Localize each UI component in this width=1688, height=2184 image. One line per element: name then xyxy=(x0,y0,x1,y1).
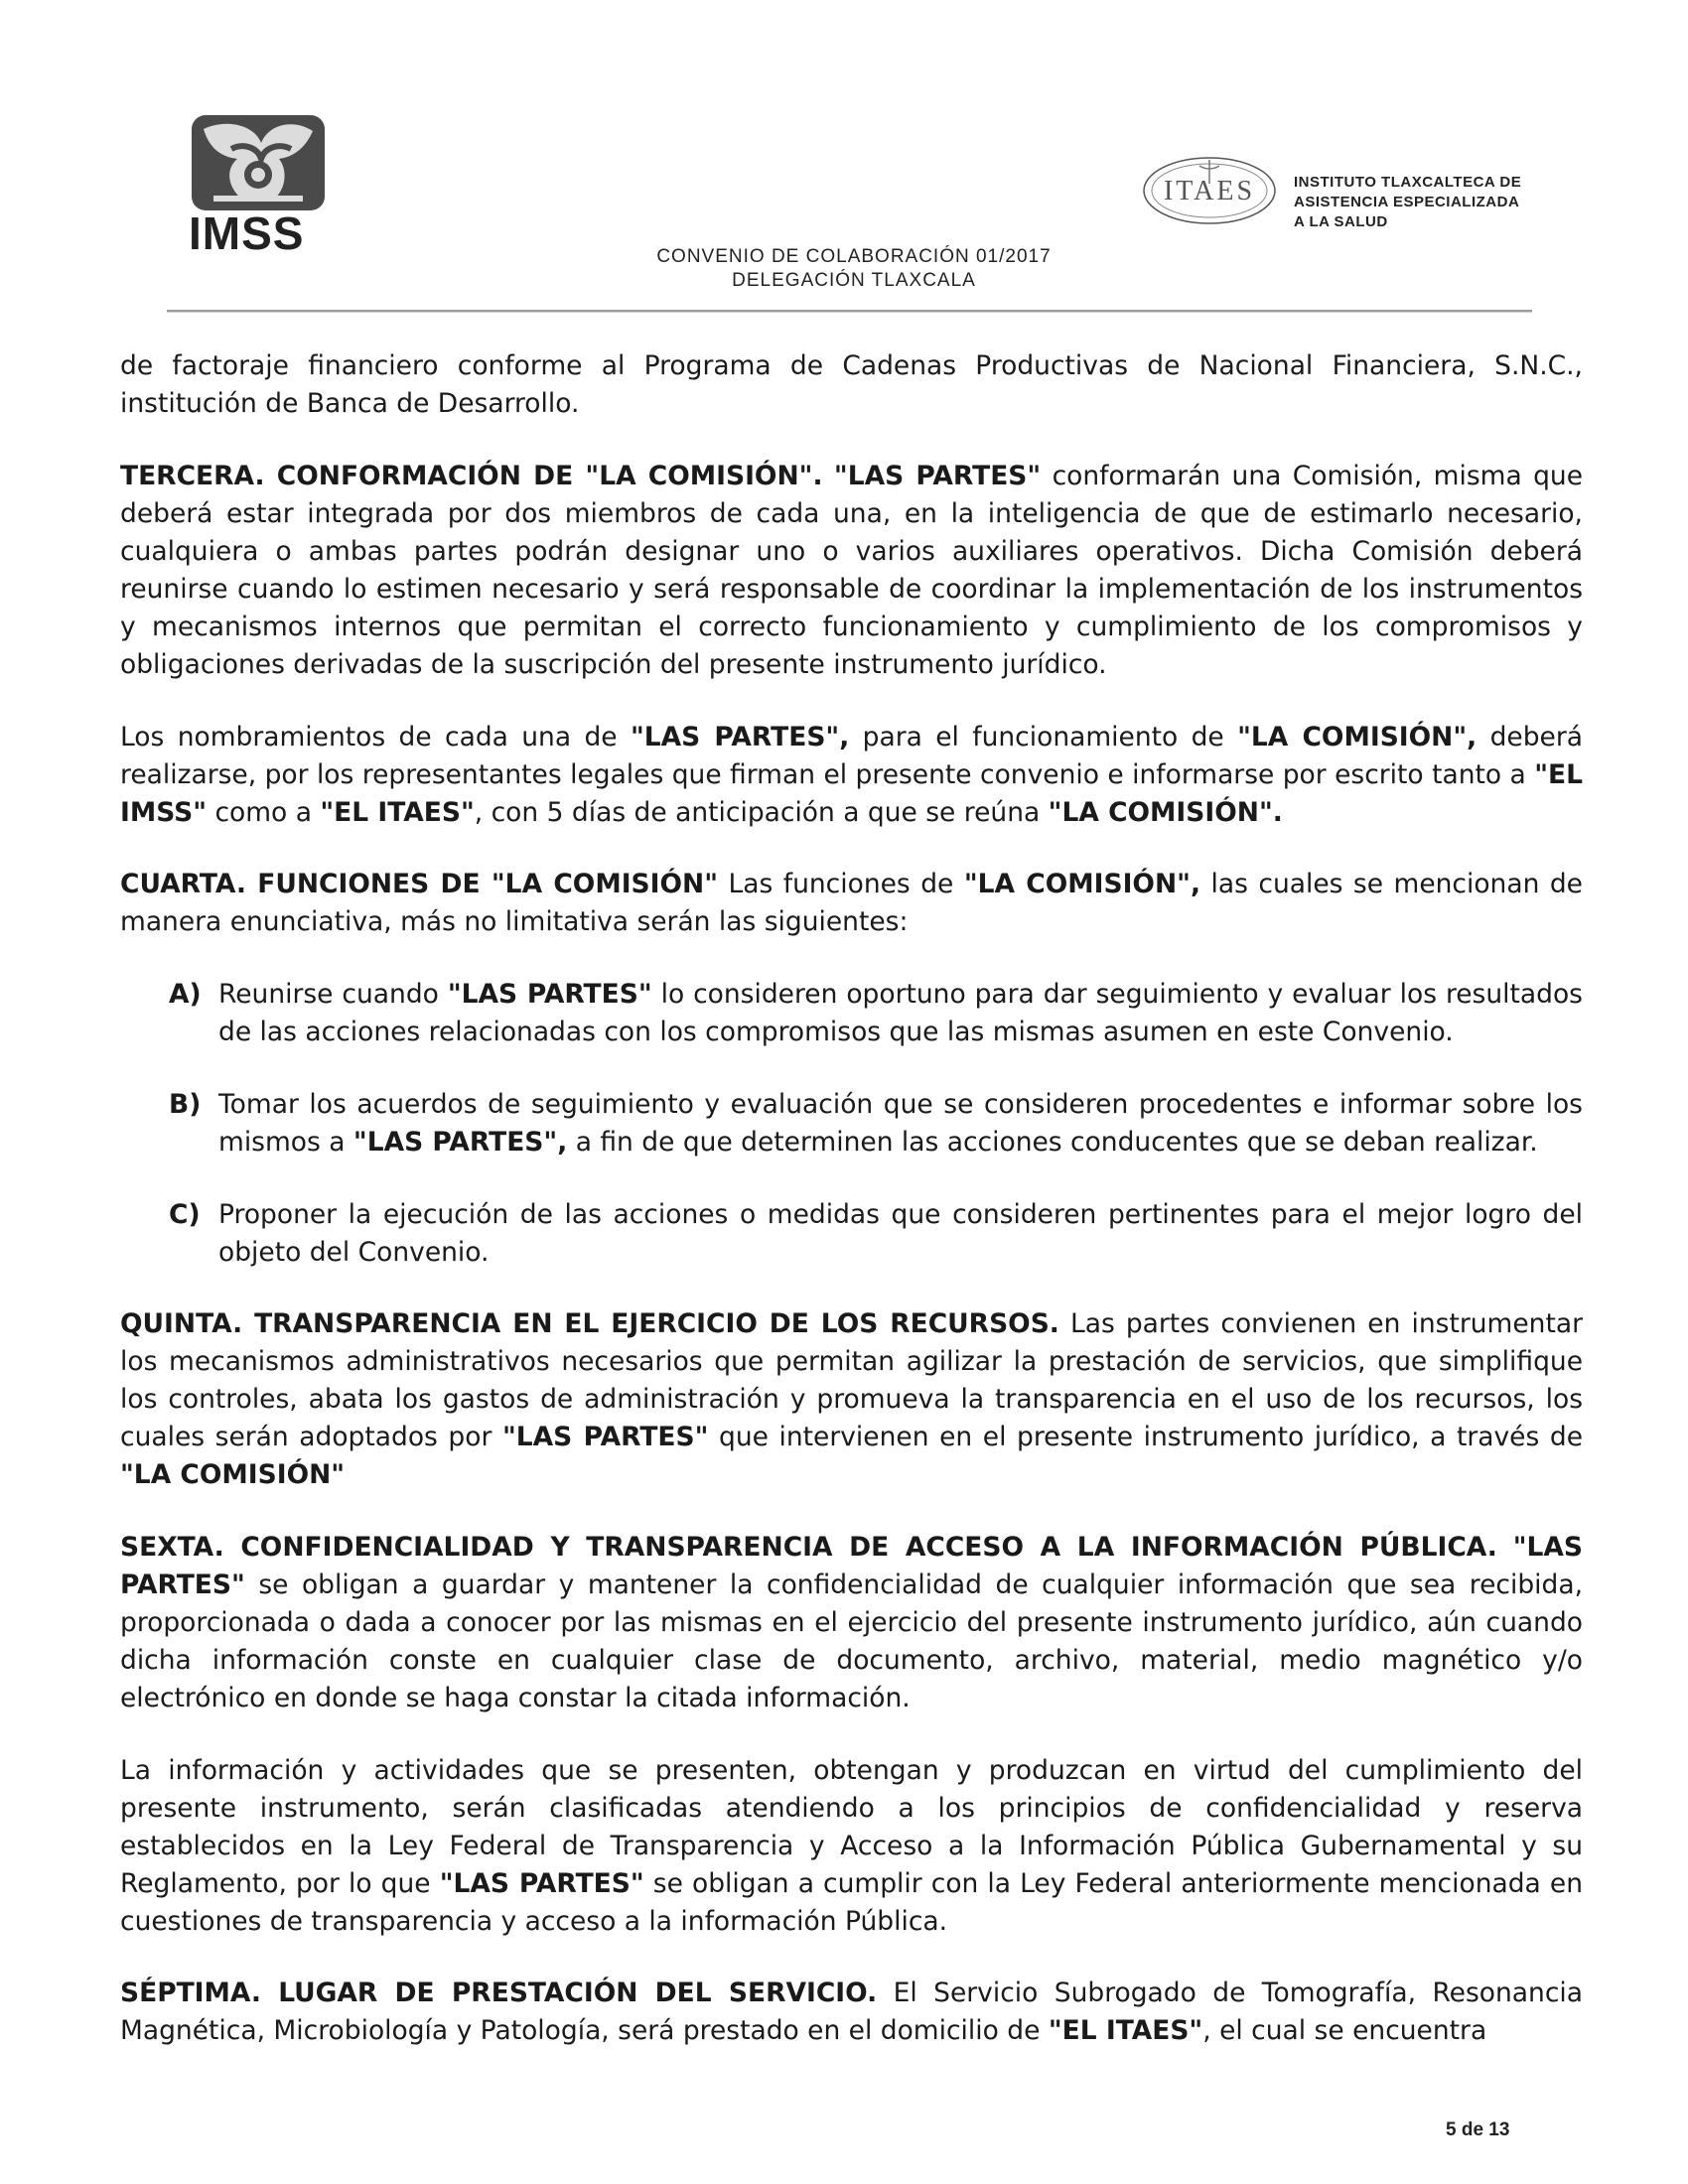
header-title-block xyxy=(556,245,1152,293)
list-item-b xyxy=(169,1086,1583,1161)
list-item-a xyxy=(169,976,1583,1051)
itaes-seal-text: ITAES xyxy=(1163,176,1256,206)
clause-heading: CUARTA. FUNCIONES DE "LA COMISIÓN" xyxy=(120,869,719,899)
text-run: , con 5 días de anticipación a que se reúna xyxy=(474,797,1049,828)
text-run: para el funcionamiento de xyxy=(849,722,1238,752)
clause-sexta xyxy=(120,1529,1583,1717)
text-run: se obligan a guardar y mantener la confidencialidad de cualquier información que sea recibida, proporcionada o dada a conocer por las mismas en el ejercicio del presente instrumento jurídico, aún cuando dicha información conste en cualquier clase de documento, archivo, material, medio magnético y/o electrónico en donde se haga constar la citada información. xyxy=(120,1570,1583,1713)
paragraph-intro: de factoraje financiero conforme al Programa de Cadenas Productivas de Nacional Financiera, S.N.C., institución de Banca de Desarrollo. xyxy=(120,350,1583,419)
institute-line-1: INSTITUTO TLAXCALTECA DE xyxy=(1294,174,1522,191)
header-divider xyxy=(167,310,1532,313)
text-run: se obligan a cumplir con la Ley Federal anteriormente mencionada en cuestiones de transparencia y acceso a la información Pública. xyxy=(120,1868,1583,1937)
text-run: , el cual se encuentra xyxy=(1202,2015,1487,2046)
clause-septima xyxy=(120,1975,1583,2050)
bold-term: "EL ITAES" xyxy=(1048,2015,1203,2046)
text-run: La información y actividades que se presenten, obtengan y produzcan en virtud del cumplimiento del presente instrumento, serán clasificadas atendiendo a los principios de confidencialidad y reserva establecidos en la Ley Federal de Transparencia y Acceso a la Información Pública Gubernamental y su Reglamento, por lo que xyxy=(120,1755,1583,1899)
paragraph-informacion xyxy=(120,1752,1583,1941)
bold-term: "LAS PARTES", xyxy=(630,722,850,752)
clause-cuarta xyxy=(120,866,1583,941)
clause-heading: QUINTA. TRANSPARENCIA EN EL EJERCICIO DE LOS RECURSOS. xyxy=(120,1308,1059,1339)
text-run: Reunirse cuando xyxy=(218,979,448,1010)
list-marker: B) xyxy=(169,1089,202,1120)
delegacion-title: DELEGACIÓN TLAXCALA xyxy=(732,270,976,291)
imss-logo-text: IMSS xyxy=(189,207,305,259)
itaes-institute-name xyxy=(1294,173,1592,232)
text-run: deberá realizarse, por los representantes legales que firman el presente convenio e informarse por escrito tanto a xyxy=(120,722,1583,790)
text-run: como a xyxy=(207,797,321,828)
text-run: que intervienen en el presente instrumento jurídico, a través de xyxy=(708,1422,1584,1452)
bold-term: "LA COMISIÓN" xyxy=(120,1459,346,1490)
convenio-title: CONVENIO DE COLABORACIÓN 01/2017 xyxy=(656,246,1052,267)
bold-term: "LAS PARTES" xyxy=(447,979,652,1010)
document-body xyxy=(120,347,1583,2050)
bold-term: "LAS PARTES" xyxy=(833,461,1042,491)
text-run: a fin de que determinen las acciones conducentes que se deban realizar. xyxy=(567,1127,1538,1158)
text-run: Tomar los acuerdos de seguimiento y evaluación que se consideren procedentes e informar sobre los mismos a xyxy=(218,1089,1583,1158)
bold-term: "LAS PARTES" xyxy=(501,1422,709,1452)
list-marker: A) xyxy=(169,979,202,1010)
paragraph-nombramientos xyxy=(120,719,1583,832)
text-run: las cuales se mencionan de manera enunciativa, más no limitativa serán las siguientes: xyxy=(120,869,1583,937)
clause-heading: SÉPTIMA. LUGAR DE PRESTACIÓN DEL SERVICIO. xyxy=(120,1978,878,2008)
institute-line-2: ASISTENCIA ESPECIALIZADA xyxy=(1294,194,1520,210)
itaes-seal xyxy=(1140,154,1279,227)
text-run: lo consideren oportuno para dar seguimiento y evaluar los resultados de las acciones relacionadas con los compromisos que las mismas asumen en este Convenio. xyxy=(218,979,1583,1047)
clause-tercera xyxy=(120,458,1583,684)
bold-term: "EL ITAES" xyxy=(320,797,475,828)
clause-heading: TERCERA. CONFORMACIÓN DE "LA COMISIÓN". xyxy=(120,461,823,491)
page-number: 5 de 13 xyxy=(1446,2119,1510,2140)
bold-term: "LAS PARTES" xyxy=(120,1532,1583,1600)
bold-term: "LAS PARTES", xyxy=(352,1127,568,1158)
text-run: Las funciones de xyxy=(718,869,964,899)
text-run: Proponer la ejecución de las acciones o medidas que consideren pertinentes para el mejor logro del objeto del Convenio. xyxy=(218,1199,1583,1268)
clause-heading: SEXTA. CONFIDENCIALIDAD Y TRANSPARENCIA DE ACCESO A LA INFORMACIÓN PÚBLICA. xyxy=(120,1532,1497,1563)
text-run: Los nombramientos de cada una de xyxy=(120,722,631,752)
bold-term: "LA COMISIÓN", xyxy=(1237,722,1477,752)
text-run: Las partes convienen en instrumentar los mecanismos administrativos necesarios que permitan agilizar la prestación de servicios, que simplifique los controles, abata los gastos de administración y promueva la transparencia en el uso de los recursos, los cuales serán adoptados por xyxy=(120,1308,1583,1452)
list-item-c xyxy=(169,1196,1583,1272)
list-marker: C) xyxy=(169,1199,201,1230)
bold-term: "LA COMISIÓN". xyxy=(1048,797,1283,828)
text-run: El Servicio Subrogado de Tomografía, Resonancia Magnética, Microbiología y Patología, será prestado en el domicilio de xyxy=(120,1978,1583,2046)
clause-quinta xyxy=(120,1305,1583,1494)
bold-term: "LA COMISIÓN", xyxy=(963,869,1201,899)
bold-term: "LAS PARTES" xyxy=(439,1868,644,1899)
itaes-seal-icon xyxy=(1140,154,1279,227)
functions-list xyxy=(169,976,1583,1272)
clause-text: conformarán una Comisión, misma que deberá estar integrada por dos miembros de cada una, en la inteligencia de que de estimarlo necesario, cualquiera o ambas partes podrán designar uno o varios auxiliares operativos. Dicha Comisión deberá reunirse cuando lo estimen necesario y será responsable de coordinar la implementación de los instrumentos y mecanismos internos que permitan el correcto funcionamiento y cumplimiento de los compromisos y obligaciones derivadas de la suscripción del presente instrumento jurídico. xyxy=(120,461,1583,680)
institute-line-3: A LA SALUD xyxy=(1294,213,1388,230)
bold-term: "EL IMSS" xyxy=(120,759,1583,828)
imss-eagle-emblem-icon xyxy=(184,109,333,218)
